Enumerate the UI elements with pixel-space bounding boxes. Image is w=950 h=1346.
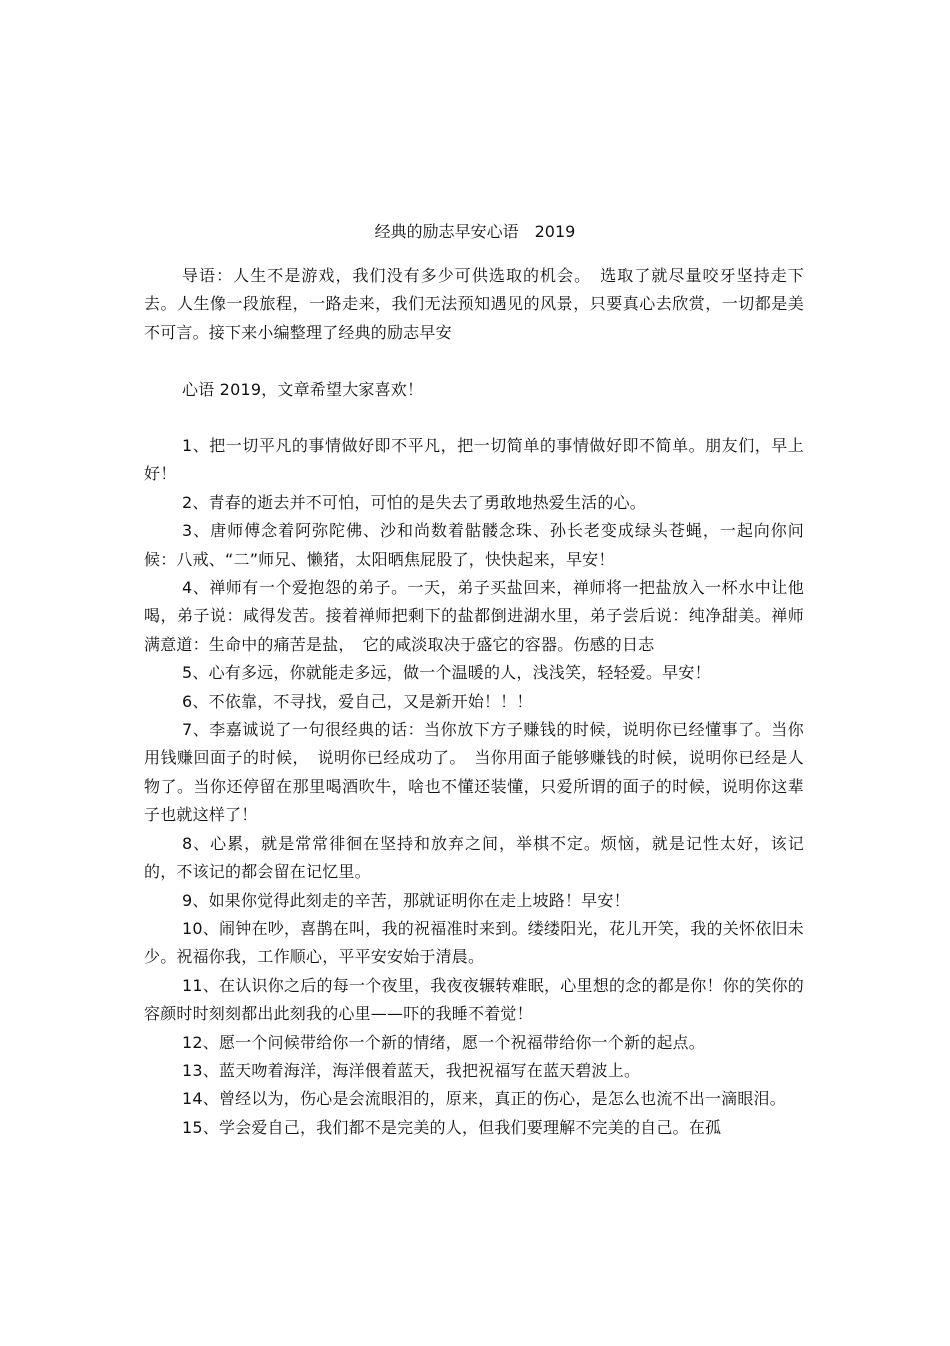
intro-continuation-paragraph: 心语 2019，文章希望大家喜欢！ <box>182 380 424 399</box>
intro-paragraph: 导语：人生不是游戏，我们没有多少可供选取的机会。 选取了就尽量咬牙坚持走下去。人生像一段旅程，一路走来，我们无法预知遇见的风景，只要真心去欣赏，一切都是美不可言。接下来小编整理了经典的励志早安 <box>144 266 804 342</box>
list-item: 7、李嘉诚说了一句很经典的话：当你放下方子赚钱的时候，说明你已经懂事了。当你用钱赚回面子的时候， 说明你已经成功了。 当你用面子能够赚钱的时候，说明你已经是人物了。当你还停留在那里喝酒吹牛，啥也不懂还装懂，只爱所谓的面子的时候，说明你这辈子也就这样了！ <box>144 720 804 825</box>
list-item: 3、唐师傅念着阿弥陀佛、沙和尚数着骷髅念珠、孙长老变成绿头苍蝇，一起向你问候：八戒、“二”师兄、懒猪，太阳晒焦屁股了，快快起来，早安！ <box>144 521 804 569</box>
list-item: 9、如果你觉得此刻走的辛苦，那就证明你在走上坡路！早安！ <box>182 890 630 910</box>
list-item: 11、在认识你之后的每一个夜里，我夜夜辗转难眠，心里想的念的都是你！你的笑你的容颜时时刻刻都出此刻我的心里——吓的我睡不着觉！ <box>144 975 804 1024</box>
list-item: 2、青春的逝去并不可怕，可怕的是失去了勇敢地热爱生活的心。 <box>182 492 646 512</box>
list-item: 1、把一切平凡的事情做好即不平凡，把一切简单的事情做好即不简单。朋友们，早上好！ <box>144 436 804 484</box>
intro-continuation-block <box>144 376 804 404</box>
list-item: 6、不依靠，不寻找，爱自己，又是新开始！！！ <box>182 691 533 711</box>
list-item: 8、心累，就是常常徘徊在坚持和放弃之间，举棋不定。烦恼，就是记性太好，该记的，不该记的都会留在记忆里。 <box>144 833 804 882</box>
list-item: 14、曾经以为，伤心是会流眼泪的，原来，真正的伤心，是怎么也流不出一滴眼泪。 <box>182 1089 786 1109</box>
list-item: 15、学会爱自己，我们都不是完美的人，但我们要理解不完美的自己。在孤 <box>182 1117 722 1137</box>
list-item: 12、愿一个问候带给你一个新的情绪，愿一个祝福带给你一个新的起点。 <box>182 1032 705 1052</box>
item-list <box>144 432 804 1142</box>
document-title: 经典的励志早安心语 2019 <box>374 222 576 241</box>
list-item: 4、禅师有一个爱抱怨的弟子。一天，弟子买盐回来，禅师将一把盐放入一杯水中让他喝，弟子说：咸得发苦。接着禅师把剩下的盐都倒进湖水里，弟子尝后说：纯净甜美。禅师满意道：生命中的痛苦是盐， 它的咸淡取决于盛它的容器。伤感的日志 <box>144 578 804 654</box>
intro-block <box>144 262 804 347</box>
list-item: 13、蓝天吻着海洋，海洋偎着蓝天，我把祝福写在蓝天碧波上。 <box>182 1060 641 1080</box>
list-item: 5、心有多远，你就能走多远，做一个温暖的人，浅浅笑，轻轻爱。早安！ <box>182 663 711 683</box>
list-item: 10、闹钟在吵，喜鹊在叫，我的祝福准时来到。缕缕阳光，花儿开笑，我的关怀依旧未少。祝福你我，工作顺心，平平安安始于清晨。 <box>144 918 804 967</box>
